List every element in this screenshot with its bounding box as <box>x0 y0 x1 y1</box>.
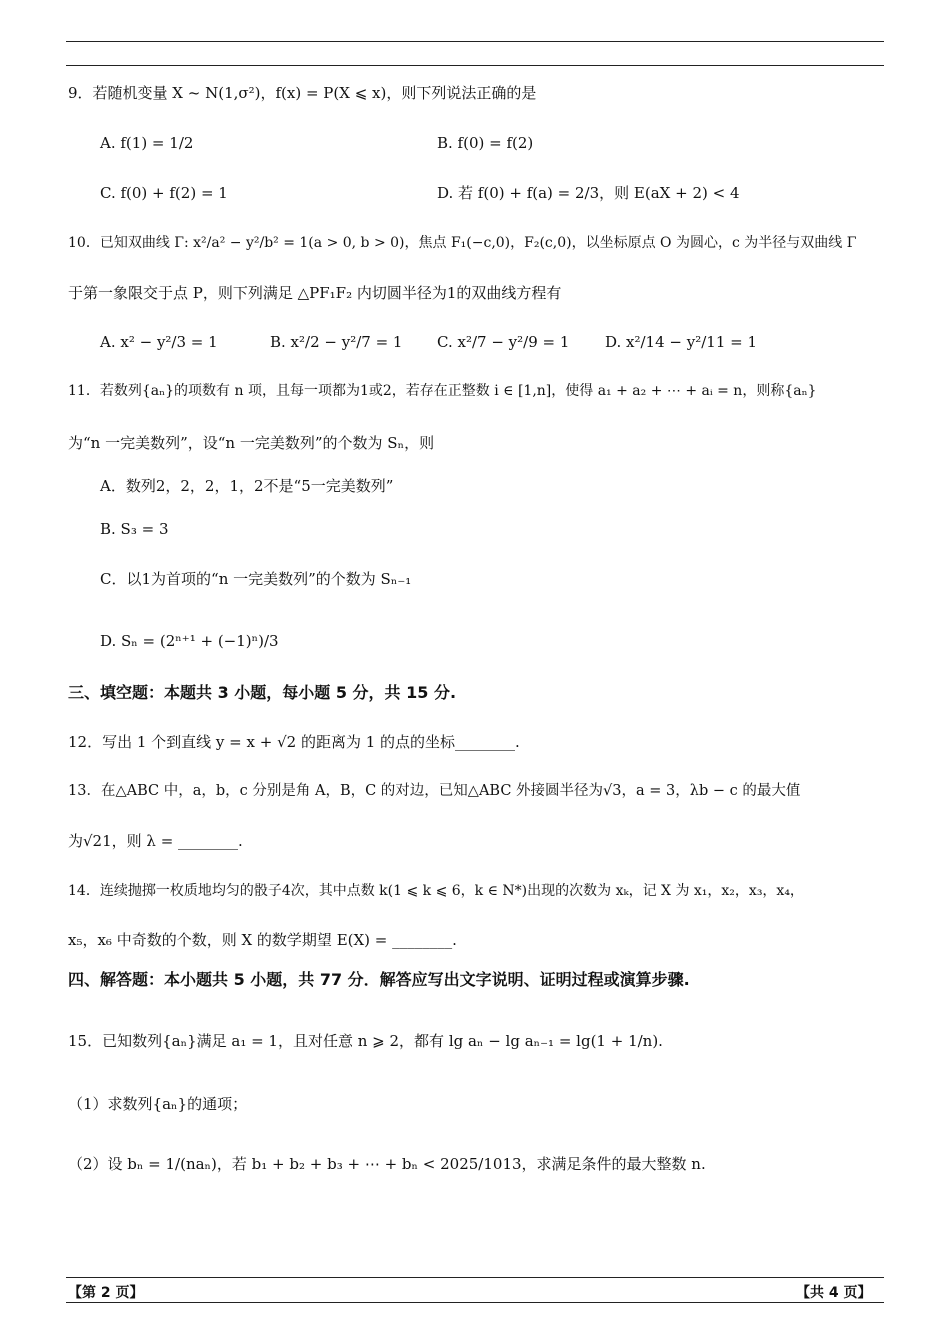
q11-stem-line2: 为“n 一完美数列”，设“n 一完美数列”的个数为 Sₙ，则 <box>68 434 435 452</box>
q13-line1: 13．在△ABC 中，a，b，c 分别是角 A，B，C 的对边，已知△ABC 外接圆半径为√3，a = 3，λb − c 的最大值 <box>68 783 801 799</box>
q9-stem: 9．若随机变量 X ~ N(1,σ²)，f(x) = P(X ⩽ x)，则下列说法正确的是 <box>68 84 537 102</box>
section-3-heading: 三、填空题：本题共 3 小题，每小题 5 分，共 15 分. <box>68 683 457 702</box>
q11-option-a: A．数列2，2，2，1，2不是“5一完美数列” <box>100 477 394 495</box>
q15-part-2: （2）设 bₙ = 1/(naₙ)，若 b₁ + b₂ + b₃ + ⋯ + bₙ < 2025/1013，求满足条件的最大整数 n. <box>68 1155 706 1173</box>
q11-option-d: D. Sₙ = (2ⁿ⁺¹ + (−1)ⁿ)/3 <box>100 632 279 650</box>
q9-option-c: C. f(0) + f(2) = 1 <box>100 184 228 202</box>
footer-total-pages: 【共 4 页】 <box>796 1285 872 1301</box>
bottom-rule-2 <box>66 1302 884 1303</box>
q14-line2: x₅，x₆ 中奇数的个数，则 X 的数学期望 E(X) = ________. <box>68 931 457 949</box>
q12-text: 12．写出 1 个到直线 y = x + √2 的距离为 1 的点的坐标________. <box>68 733 520 751</box>
q11-stem-line1: 11．若数列{aₙ}的项数有 n 项，且每一项都为1或2，若存在正整数 i ∈ [1,n]，使得 a₁ + a₂ + ⋯ + aᵢ = n，则称{aₙ} <box>68 383 817 399</box>
q10-stem-line1: 10．已知双曲线 Γ: x²/a² − y²/b² = 1(a > 0, b > 0)，焦点 F₁(−c,0)，F₂(c,0)，以坐标原点 O 为圆心，c 为半径与双曲线 Γ <box>68 235 857 251</box>
top-rule-2 <box>66 65 884 66</box>
q15-stem: 15．已知数列{aₙ}满足 a₁ = 1，且对任意 n ⩾ 2，都有 lg aₙ − lg aₙ₋₁ = lg(1 + 1/n). <box>68 1032 663 1050</box>
section-4-heading: 四、解答题：本小题共 5 小题，共 77 分．解答应写出文字说明、证明过程或演算步骤. <box>68 970 690 989</box>
q9-option-b: B. f(0) = f(2) <box>437 134 534 152</box>
q15-part-1: （1）求数列{aₙ}的通项； <box>68 1095 248 1113</box>
top-rule-1 <box>66 41 884 42</box>
q13-line2: 为√21，则 λ = ________. <box>68 832 243 850</box>
q9-option-d: D. 若 f(0) + f(a) = 2/3，则 E(aX + 2) < 4 <box>437 184 740 202</box>
q10-option-a: A. x² − y²/3 = 1 <box>100 333 218 351</box>
bottom-rule-1 <box>66 1277 884 1278</box>
q10-option-c: C. x²/7 − y²/9 = 1 <box>437 333 570 351</box>
q14-line1: 14．连续抛掷一枚质地均匀的骰子4次，其中点数 k(1 ⩽ k ⩽ 6，k ∈ N*)出现的次数为 xₖ，记 X 为 x₁，x₂，x₃，x₄， <box>68 883 804 899</box>
q11-option-c: C．以1为首项的“n 一完美数列”的个数为 Sₙ₋₁ <box>100 570 412 588</box>
q10-option-d: D. x²/14 − y²/11 = 1 <box>605 333 758 351</box>
footer-page-number: 【第 2 页】 <box>68 1285 144 1301</box>
q11-option-b: B. S₃ = 3 <box>100 520 169 538</box>
q10-stem-line2: 于第一象限交于点 P，则下列满足 △PF₁F₂ 内切圆半径为1的双曲线方程有 <box>68 284 562 302</box>
q9-option-a: A. f(1) = 1/2 <box>100 134 194 152</box>
q10-option-b: B. x²/2 − y²/7 = 1 <box>270 333 403 351</box>
